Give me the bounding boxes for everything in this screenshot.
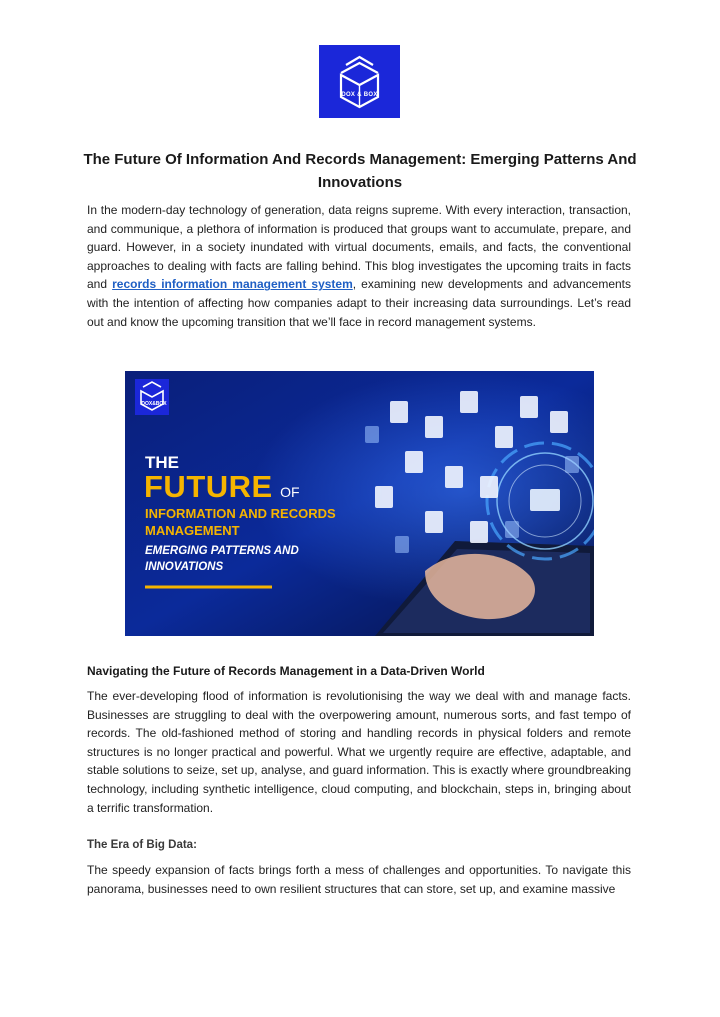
box-logo-icon bbox=[319, 45, 400, 118]
section-heading-navigating: Navigating the Future of Records Management in a Data-Driven World bbox=[87, 664, 485, 678]
hero-banner-image bbox=[125, 371, 594, 636]
logo-text: DOX & BOX bbox=[341, 92, 378, 98]
hero-line-emerging: EMERGING PATTERNS AND bbox=[145, 545, 299, 557]
intro-text-before: In the modern-day technology of generation, data reigns supreme. With every interaction, transaction, and communique, a plethora of information is produced that groups want to accumulate, prepare, and guard. However, in a society inundated with virtual documents, emails, and facts, the conventional approaches to dealing with facts are falling behind. This blog investigates the upcoming traits in facts and bbox=[87, 203, 631, 292]
records-system-link[interactable]: records information management system bbox=[112, 277, 353, 292]
article-title: The Future Of Information And Records Management: Emerging Patterns And Innovations bbox=[83, 151, 637, 191]
intro-paragraph bbox=[87, 201, 631, 331]
hero-logo-text: DOX&BOX bbox=[141, 401, 167, 407]
section-heading-big-data: The Era of Big Data: bbox=[87, 839, 197, 851]
hero-line-innovations: INNOVATIONS bbox=[145, 561, 224, 573]
brand-logo bbox=[319, 45, 400, 118]
hero-line-management: MANAGEMENT bbox=[145, 523, 240, 538]
hero-future-word: FUTURE bbox=[144, 469, 273, 504]
hero-line-future bbox=[144, 469, 300, 505]
hero-line-information: INFORMATION AND RECORDS bbox=[145, 506, 336, 521]
hero-line-the: THE bbox=[145, 453, 179, 472]
hero-of-word: OF bbox=[280, 484, 300, 500]
intro-text-after: , examining new developments and advancements with the intention of affecting how companies adapt to their increasing data surroundings. Let’s read out and know the upcoming transition that we’ll face in record management systems. bbox=[87, 277, 632, 329]
section2-paragraph: The speedy expansion of facts brings forth a mess of challenges and opportunities. To navigate this panorama, businesses need to own resilient structures that can store, set up, and examine massive bbox=[87, 863, 631, 896]
section1-paragraph: The ever-developing flood of information is revolutionising the way we deal with and manage facts. Businesses are struggling to deal with the overpowering amount, numerous sorts, and fast tempo of records. The old-fashioned method of storing and handling records in physical folders and remote structures is no longer practical and powerful. What we urgently require are effective, adaptable, and stable solutions to seize, set up, analyse, and guard information. This is exactly where groundbreaking technology, including synthetic intelligence, cloud computing, and blockchain, steps in, bringing about a terrific transformation. bbox=[87, 689, 631, 815]
